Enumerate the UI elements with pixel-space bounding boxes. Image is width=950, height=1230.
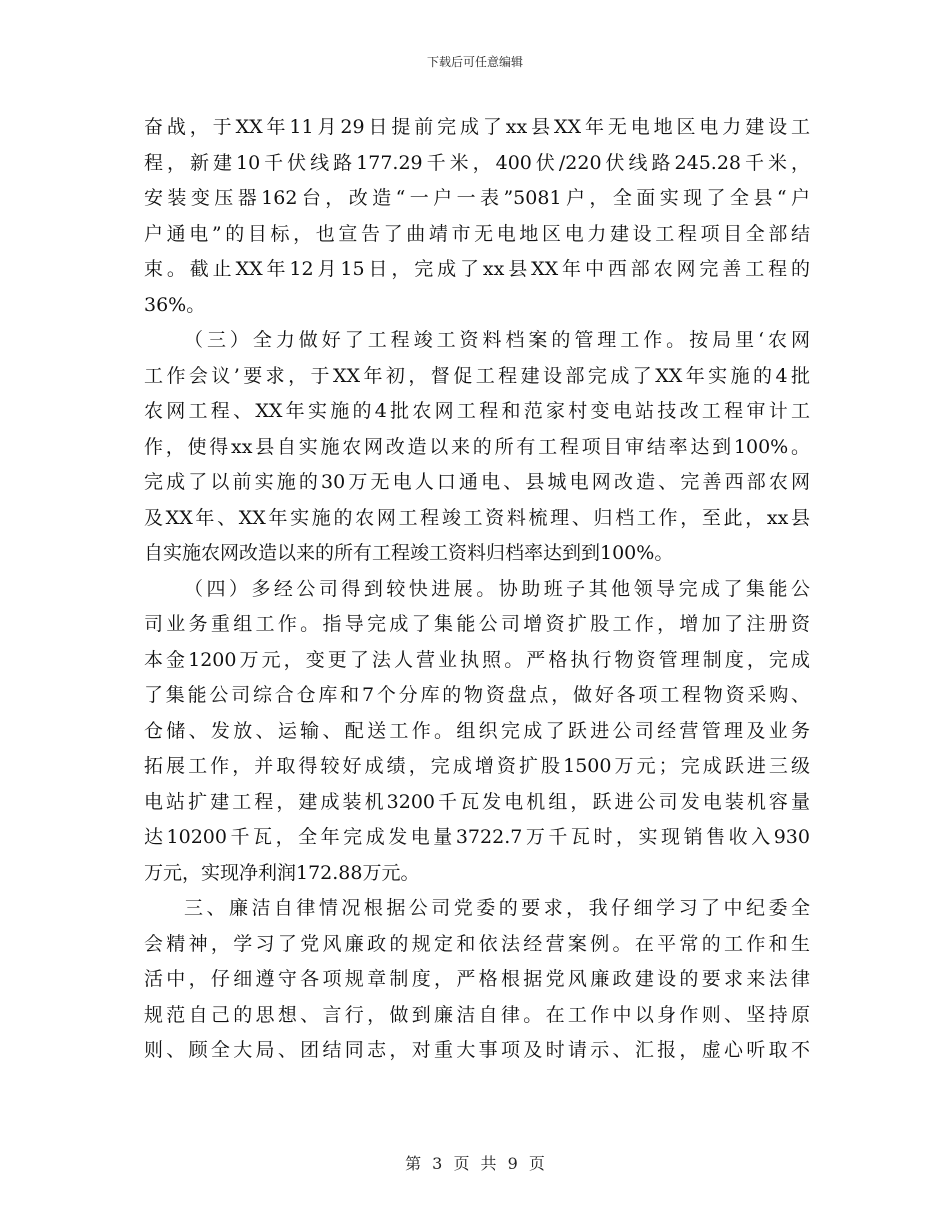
text-line: 万元，实现净利润172.88万元。 <box>144 861 420 884</box>
text-line: 安装变压器162台，改造“一户一表”5081户，全面实现了全县“户 <box>144 187 810 209</box>
text-line: 了集能公司综合仓库和7个分库的物资盘点，做好各项工程物资采购、 <box>144 684 810 706</box>
text-line: 工作会议’要求，于XX年初，督促工程建设部完成了XX年实施的4批 <box>144 364 810 387</box>
text-line: （四）多经公司得到较快进展。协助班子其他领导完成了集能公 <box>184 577 810 600</box>
paragraph <box>144 891 810 1069</box>
text-line: 三、廉洁自律情况根据公司党委的要求，我仔细学习了中纪委全 <box>184 897 810 919</box>
text-line: 本金1200万元，变更了法人营业执照。严格执行物资管理制度，完成 <box>144 648 810 671</box>
text-line: 则、顾全大局、团结同志，对重大事项及时请示、汇报，虚心听取不 <box>144 1039 810 1061</box>
text-line: 自实施农网改造以来的所有工程竣工资料归档率达到到100%。 <box>144 542 674 564</box>
text-line: 作，使得xx县自实施农网改造以来的所有工程项目审结率达到100%。 <box>144 435 810 458</box>
text-line: 完成了以前实施的30万无电人口通电、县城电网改造、完善西部农网 <box>144 471 810 493</box>
text-line: 及XX年、XX年实施的农网工程竣工资料梳理、归档工作，至此，xx县 <box>144 506 810 529</box>
text-line: 达10200千瓦，全年完成发电量3722.7万千瓦时，实现销售收入930 <box>144 826 810 848</box>
page-header: 下载后可任意编辑 <box>426 55 523 69</box>
text-line: 会精神，学习了党风廉政的规定和依法经营案例。在平常的工作和生 <box>144 932 810 955</box>
text-line: 户通电”的目标，也宣告了曲靖市无电地区电力建设工程项目全部结 <box>144 222 810 245</box>
text-line: 司业务重组工作。指导完成了集能公司增资扩股工作，增加了注册资 <box>144 613 810 635</box>
text-line: 活中，仔细遵守各项规章制度，严格根据党风廉政建设的要求来法律 <box>144 968 810 990</box>
text-line: 程，新建10千伏线路177.29千米，400伏/220伏线路245.28千米， <box>144 151 810 174</box>
page-number-footer: 第 3 页 共 9 页 <box>405 1154 545 1173</box>
text-line: 仓储、发放、运输、配送工作。组织完成了跃进公司经营管理及业务 <box>144 719 810 742</box>
paragraph <box>144 110 810 323</box>
paragraph <box>144 323 810 572</box>
text-line: 农网工程、XX年实施的4批农网工程和范家村变电站技改工程审计工 <box>144 400 810 422</box>
text-line: 拓展工作，并取得较好成绩，完成增资扩股1500万元；完成跃进三级 <box>144 755 810 777</box>
text-line: 束。截止XX年12月15日，完成了xx县XX年中西部农网完善工程的 <box>144 258 810 280</box>
text-line: 规范自己的思想、言行，做到廉洁自律。在工作中以身作则、坚持原 <box>144 1003 810 1026</box>
text-line: 36%。 <box>144 293 206 316</box>
text-line: 奋战，于XX年11月29日提前完成了xx县XX年无电地区电力建设工 <box>144 116 810 138</box>
text-line: （三）全力做好了工程竣工资料档案的管理工作。按局里‘农网 <box>184 329 810 351</box>
text-line: 电站扩建工程，建成装机3200千瓦发电机组，跃进公司发电装机容量 <box>144 790 810 813</box>
document-body <box>144 110 810 1069</box>
paragraph <box>144 572 810 892</box>
